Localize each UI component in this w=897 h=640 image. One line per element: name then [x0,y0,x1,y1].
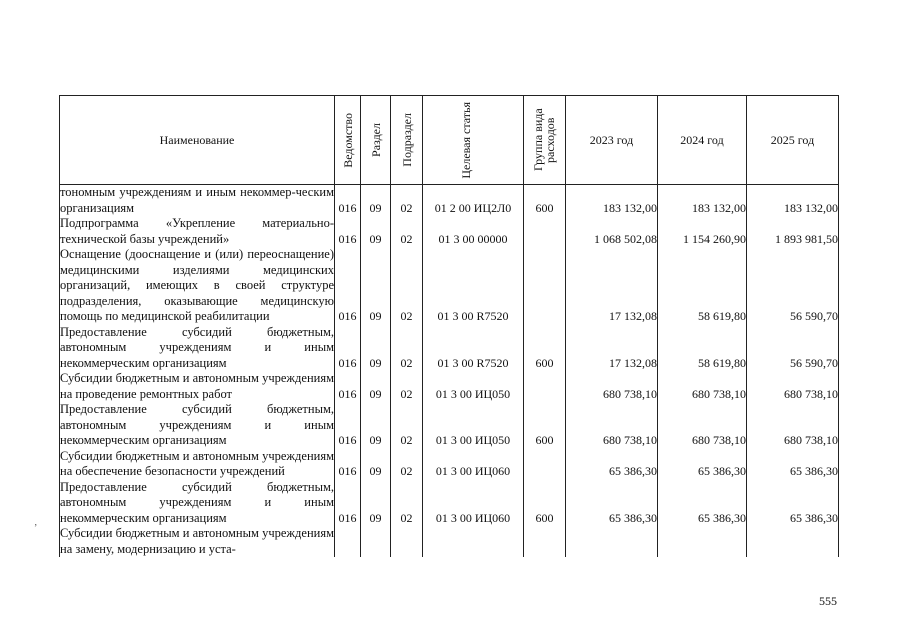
cell-y2024: 65 386,30 [658,480,747,527]
cell-y2024 [658,526,747,557]
cell-cs: 01 3 00 ИЦ050 [423,402,524,449]
cell-y2025: 183 132,00 [747,185,839,217]
cell-y2025: 1 893 981,50 [747,216,839,247]
cell-ved: 016 [335,480,361,527]
cell-y2024: 58 619,80 [658,325,747,372]
margin-mark: ’ [34,523,38,534]
cell-name: Подпрограмма «Укрепление материально-технической базы учреждений» [60,216,334,246]
cell-y2023: 17 132,08 [566,247,658,325]
cell-podr: 02 [391,449,423,480]
cell-ved: 016 [335,247,361,325]
cell-vr: 600 [524,480,566,527]
cell-y2024: 58 619,80 [658,247,747,325]
table-row [60,402,839,449]
cell-cs: 01 2 00 ИЦ2Л0 [423,185,524,217]
cell-podr: 02 [391,185,423,217]
cell-vr [524,247,566,325]
cell-cs: 01 3 00 ИЦ050 [423,371,524,402]
cell-cs: 01 3 00 R7520 [423,325,524,372]
cell-name: тономным учреждениям и иным некоммер-ческим организациям [60,185,334,215]
table-body [60,185,839,558]
cell-vr [524,216,566,247]
cell-cs: 01 3 00 R7520 [423,247,524,325]
cell-razd [361,526,391,557]
header-2025: 2025 год [747,96,839,185]
cell-vr: 600 [524,185,566,217]
cell-name: Предоставление субсидий бюджетным, автономным учреждениям и иным некоммерческим организациям [60,402,334,447]
cell-y2023: 65 386,30 [566,449,658,480]
cell-ved [335,526,361,557]
cell-y2025: 65 386,30 [747,449,839,480]
header-razdel: Раздел [361,96,391,185]
cell-cs: 01 3 00 ИЦ060 [423,480,524,527]
table-row [60,480,839,527]
cell-y2024: 680 738,10 [658,402,747,449]
cell-ved: 016 [335,449,361,480]
cell-y2023: 65 386,30 [566,480,658,527]
cell-y2025: 680 738,10 [747,402,839,449]
cell-y2023: 680 738,10 [566,402,658,449]
header-name: Наименование [60,96,335,185]
cell-razd: 09 [361,371,391,402]
table-row [60,185,839,217]
table-row [60,449,839,480]
table-row [60,325,839,372]
cell-ved: 016 [335,185,361,217]
cell-podr: 02 [391,247,423,325]
header-podrazdel: Подраздел [391,96,423,185]
cell-ved: 016 [335,371,361,402]
table-header [60,96,839,185]
cell-name: Субсидии бюджетным и автономным учреждениям на обеспечение безопасности учреждений [60,448,334,478]
cell-vr [524,371,566,402]
cell-y2025 [747,526,839,557]
table-row [60,526,839,557]
cell-ved: 016 [335,325,361,372]
header-2023: 2023 год [566,96,658,185]
header-celevaya-statya: Целевая статья [423,96,524,185]
cell-y2024: 65 386,30 [658,449,747,480]
table-row [60,216,839,247]
cell-vr [524,526,566,557]
cell-podr: 02 [391,371,423,402]
cell-razd: 09 [361,449,391,480]
header-vedomstvo: Ведомство [335,96,361,185]
table-row [60,371,839,402]
cell-cs: 01 3 00 00000 [423,216,524,247]
cell-y2023 [566,526,658,557]
cell-y2023: 680 738,10 [566,371,658,402]
cell-podr: 02 [391,216,423,247]
table-row [60,247,839,325]
cell-y2025: 56 590,70 [747,247,839,325]
cell-y2025: 65 386,30 [747,480,839,527]
cell-name: Субсидии бюджетным и автономным учреждениям на проведение ремонтных работ [60,371,334,401]
cell-cs [423,526,524,557]
cell-y2024: 1 154 260,90 [658,216,747,247]
cell-vr [524,449,566,480]
cell-y2023: 17 132,08 [566,325,658,372]
cell-name: Оснащение (дооснащение и (или) переоснащение) медицинскими изделиями медицинских организаций, имеющих в своей структуре подразделения, оказывающие медицинскую помощь по медицинской реабилитации [60,247,334,323]
cell-y2023: 183 132,00 [566,185,658,217]
cell-razd: 09 [361,325,391,372]
cell-name: Предоставление субсидий бюджетным, автономным учреждениям и иным некоммерческим организациям [60,479,334,525]
cell-podr [391,526,423,557]
cell-y2024: 183 132,00 [658,185,747,217]
budget-table [59,95,839,557]
cell-podr: 02 [391,402,423,449]
cell-razd: 09 [361,185,391,217]
cell-razd: 09 [361,402,391,449]
cell-y2023: 1 068 502,08 [566,216,658,247]
cell-podr: 02 [391,480,423,527]
cell-razd: 09 [361,216,391,247]
cell-podr: 02 [391,325,423,372]
cell-ved: 016 [335,402,361,449]
cell-y2025: 680 738,10 [747,371,839,402]
header-gruppa-vida-rashodov: Группа вида расходов [524,96,566,185]
cell-vr: 600 [524,325,566,372]
header-2024: 2024 год [658,96,747,185]
cell-ved: 016 [335,216,361,247]
cell-y2025: 56 590,70 [747,325,839,372]
cell-name: Субсидии бюджетным и автономным учреждениям на замену, модернизацию и уста- [60,526,334,556]
cell-name: Предоставление субсидий бюджетным, автономным учреждениям и иным некоммерческим организациям [60,324,334,370]
page-number: 555 [819,594,837,608]
cell-razd: 09 [361,247,391,325]
cell-y2024: 680 738,10 [658,371,747,402]
cell-vr: 600 [524,402,566,449]
cell-razd: 09 [361,480,391,527]
cell-cs: 01 3 00 ИЦ060 [423,449,524,480]
